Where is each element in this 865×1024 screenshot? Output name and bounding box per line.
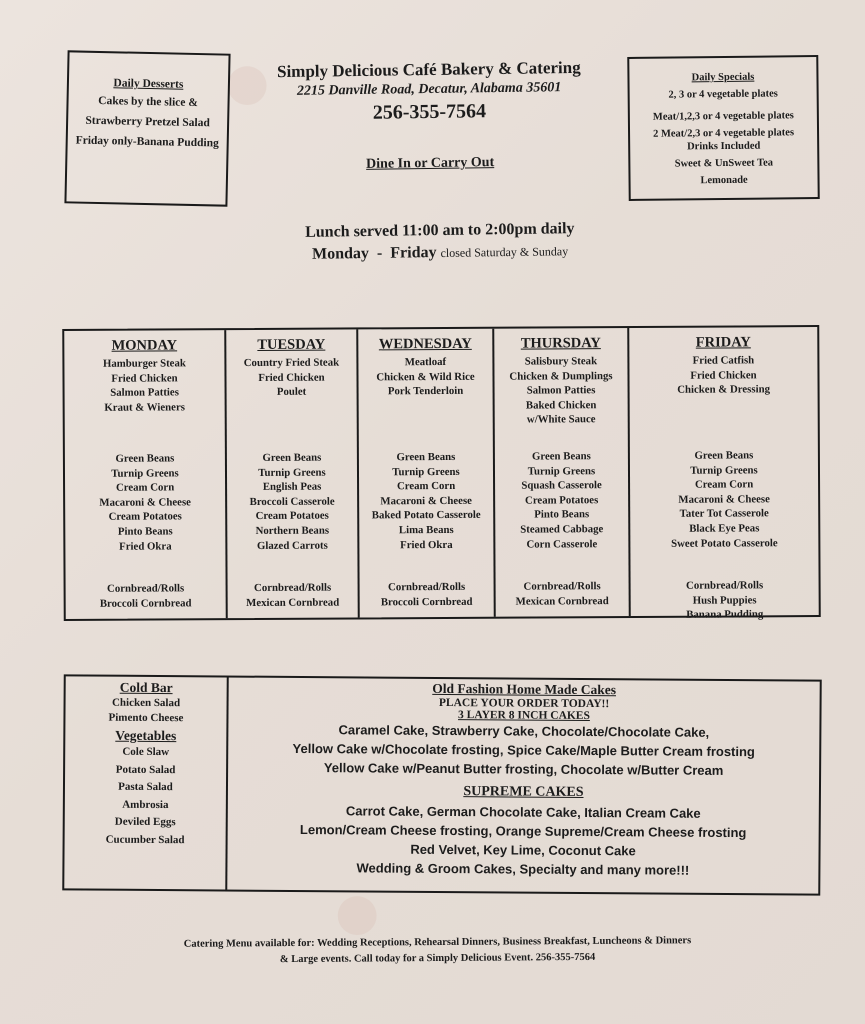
cold-vegetable-item: Cole Slaw [122, 745, 170, 759]
special-item: Meat/1,2,3 or 4 vegetable plates [652, 110, 794, 123]
main-dish-item: Kraut & Wieners [104, 401, 185, 414]
day-sides-list [359, 450, 494, 581]
supreme-cake-line: Carrot Cake, German Chocolate Cake, Italian Cream Cake [345, 803, 701, 821]
cold-vegetable-item: Potato Salad [115, 763, 176, 776]
day-breads-list [360, 580, 494, 610]
main-dish-item: Salmon Patties [110, 386, 179, 399]
lunch-days-line [250, 241, 630, 264]
main-dish-item: Chicken & Wild Rice [376, 370, 475, 383]
day-breads-list [496, 579, 629, 609]
bread-item: Hush Puppies [692, 593, 757, 607]
bread-item: Broccoli Cornbread [99, 596, 192, 610]
day-heading: TUESDAY [257, 336, 326, 353]
cold-vegetable-item: Cucumber Salad [105, 833, 185, 846]
side-dish-item: Turnip Greens [392, 465, 460, 478]
day-sides-list [65, 451, 226, 582]
watermark-bottom: ● [330, 861, 385, 961]
restaurant-header [231, 57, 628, 175]
side-dish-item: Macaroni & Cheese [678, 493, 770, 506]
side-dish-item: Macaroni & Cheese [380, 494, 472, 508]
side-dish-item: Green Beans [115, 452, 175, 465]
day-breads-list [66, 581, 226, 611]
main-dish-item: Poulet [276, 385, 307, 399]
supreme-cake-line: Red Velvet, Key Lime, Coconut Cake [410, 841, 636, 859]
side-dish-item: Glazed Carrots [256, 539, 328, 552]
supreme-cake-line: Lemon/Cream Cheese frosting, Orange Supreme/Cream Cheese frosting [299, 822, 747, 841]
side-dish-item: Cream Potatoes [108, 510, 182, 524]
side-dish-item: Green Beans [262, 451, 322, 464]
main-dish-item: Chicken & Dressing [677, 383, 770, 396]
side-dish-item: English Peas [262, 480, 322, 494]
cold-bar-column [64, 676, 228, 889]
catering-footer [150, 933, 725, 969]
cold-vegetable-item: Deviled Eggs [114, 815, 176, 829]
special-item: 2 Meat/2,3 or 4 vegetable plates [653, 127, 795, 140]
watermark-top: ● [220, 31, 275, 131]
bread-item: Cornbread/Rolls [106, 582, 185, 595]
side-dish-item: Tater Tot Casserole [679, 507, 769, 521]
side-dish-item: Corn Casserole [526, 537, 598, 551]
main-dish-item: Meatloaf [404, 355, 447, 369]
daily-specials-box [627, 55, 819, 201]
layer-cakes-title: 3 LAYER 8 INCH CAKES [458, 709, 590, 723]
cakes-column [227, 678, 819, 894]
lunch-days: Monday - Friday [311, 244, 437, 263]
bread-item: Cornbread/Rolls [387, 580, 466, 594]
main-dish-item: Fried Chicken [258, 371, 325, 384]
main-dish-item: Salisbury Steak [524, 355, 598, 368]
main-dish-item: Country Fried Steak [243, 356, 340, 370]
day-mains-list [64, 356, 224, 452]
side-dish-item: Cream Potatoes [524, 493, 599, 507]
bread-item: Cornbread/Rolls [253, 581, 332, 594]
layer-cake-line: Caramel Cake, Strawberry Cake, Chocolate/Chocolate Cake, [338, 722, 710, 740]
vegetables-title: Vegetables [115, 727, 177, 744]
day-mains-list [629, 353, 817, 449]
side-dish-item: Pinto Beans [534, 508, 590, 521]
dessert-item: Strawberry Pretzel Salad [85, 114, 210, 130]
special-item: Lemonade [700, 174, 748, 187]
side-dish-item: Sweet Potato Casserole [671, 536, 778, 550]
restaurant-address: 2215 Danville Road, Decatur, Alabama 35601 [296, 80, 562, 99]
day-sides-list [495, 449, 629, 580]
cakes-order-note: PLACE YOUR ORDER TODAY!! [438, 696, 610, 711]
main-dish-item: Salmon Patties [526, 384, 596, 397]
side-dish-item: Green Beans [531, 450, 591, 463]
restaurant-phone: 256-355-7564 [372, 100, 487, 124]
daily-desserts-title: Daily Desserts [113, 77, 184, 91]
day-column-thursday [494, 328, 631, 617]
cold-vegetable-item: Pasta Salad [118, 780, 173, 794]
daily-desserts-box [64, 50, 230, 206]
day-breads-list [631, 578, 819, 623]
day-mains-list [494, 354, 627, 450]
side-dish-item: Cream Corn [396, 480, 456, 493]
day-heading: FRIDAY [695, 334, 751, 351]
main-dish-item: Fried Chicken [111, 371, 178, 385]
bread-item: Mexican Cornbread [515, 594, 609, 608]
side-dish-item: Macaroni & Cheese [99, 496, 191, 509]
layer-cake-line: Yellow Cake w/Chocolate frosting, Spice Cake/Maple Butter Cream frosting [292, 740, 755, 760]
cold-bar-title: Cold Bar [119, 679, 173, 696]
side-dish-item: Broccoli Casserole [249, 495, 335, 508]
daily-specials-title: Daily Specials [691, 71, 755, 84]
side-dish-item: Squash Casserole [521, 479, 602, 492]
main-dish-item: Hamburger Steak [102, 357, 186, 370]
side-dish-item: Fried Okra [119, 539, 172, 553]
special-item: Sweet & UnSweet Tea [674, 157, 774, 170]
day-column-monday [64, 330, 228, 619]
catering-line: & Large events. Call today for a Simply Delicious Event. 256-355-7564 [279, 951, 596, 966]
day-breads-list [228, 580, 358, 610]
lunch-hours-line: Lunch served 11:00 am to 2:00pm daily [305, 220, 575, 241]
side-dish-item: Turnip Greens [690, 463, 758, 477]
side-dish-item: Green Beans [694, 449, 754, 462]
cold-bar-item: Chicken Salad [111, 696, 181, 710]
bread-item: Banana Pudding [686, 608, 764, 621]
main-dish-item: Fried Catfish [692, 354, 755, 367]
bread-item: Mexican Cornbread [246, 596, 340, 609]
main-dish-item: Pork Tenderloin [387, 385, 464, 398]
main-dish-item: Baked Chicken [525, 398, 597, 412]
day-heading: WEDNESDAY [378, 335, 472, 353]
cold-bar-item: Pimento Cheese [108, 711, 184, 725]
side-dish-item: Lima Beans [398, 523, 454, 537]
day-mains-list [226, 355, 356, 451]
lunch-closed: closed Saturday & Sunday [440, 244, 569, 260]
day-sides-list [227, 450, 358, 581]
side-dish-item: Pinto Beans [117, 525, 173, 538]
dessert-item: Friday only-Banana Pudding [75, 134, 219, 150]
bread-item: Broccoli Cornbread [380, 595, 473, 608]
day-mains-list [358, 355, 492, 451]
layer-cake-line: Yellow Cake w/Peanut Butter frosting, Chocolate w/Butter Cream [323, 760, 724, 778]
cakes-title: Old Fashion Home Made Cakes [432, 680, 617, 698]
day-column-tuesday [226, 329, 360, 618]
side-dish-item: Cream Potatoes [255, 509, 329, 523]
main-dish-item: Chicken & Dumplings [509, 369, 613, 383]
weekly-menu-table [62, 325, 821, 621]
bread-item: Cornbread/Rolls [685, 579, 764, 592]
day-heading: THURSDAY [520, 335, 601, 352]
side-dish-item: Fried Okra [400, 538, 453, 551]
side-dish-item: Turnip Greens [111, 466, 179, 480]
cold-vegetable-item: Ambrosia [122, 798, 169, 811]
lunch-hours [250, 219, 631, 264]
special-item: Drinks Included [687, 140, 761, 153]
day-column-wednesday [358, 329, 496, 618]
side-dish-item: Turnip Greens [258, 466, 326, 479]
special-item: 2, 3 or 4 vegetable plates [668, 88, 778, 101]
restaurant-name: Simply Delicious Café Bakery & Catering [276, 57, 581, 82]
day-column-friday [629, 327, 819, 621]
side-dish-item: Green Beans [396, 450, 456, 464]
dessert-item: Cakes by the slice & [98, 94, 198, 110]
side-dish-item: Cream Corn [694, 478, 754, 491]
side-dish-item: Black Eye Peas [689, 522, 760, 535]
dine-in-carry-out: Dine In or Carry Out [366, 155, 495, 172]
supreme-cakes-title: SUPREME CAKES [463, 784, 584, 800]
catering-line: Catering Menu available for: Wedding Receptions, Rehearsal Dinners, Business Breakfast, Luncheons & Dinners [183, 935, 692, 950]
side-dish-item: Northern Beans [255, 524, 330, 537]
supreme-cake-line: Wedding & Groom Cakes, Specialty and many more!!! [356, 860, 690, 878]
cold-bar-and-cakes-box [62, 674, 821, 895]
side-dish-item: Cream Corn [115, 481, 175, 494]
side-dish-item: Turnip Greens [527, 464, 596, 478]
side-dish-item: Baked Potato Casserole [371, 509, 481, 522]
side-dish-item: Steamed Cabbage [520, 523, 604, 536]
bread-item: Cornbread/Rolls [523, 580, 601, 593]
day-heading: MONDAY [111, 337, 178, 354]
main-dish-item: Fried Chicken [690, 368, 757, 382]
main-dish-item: w/White Sauce [526, 413, 596, 426]
day-sides-list [630, 448, 819, 579]
